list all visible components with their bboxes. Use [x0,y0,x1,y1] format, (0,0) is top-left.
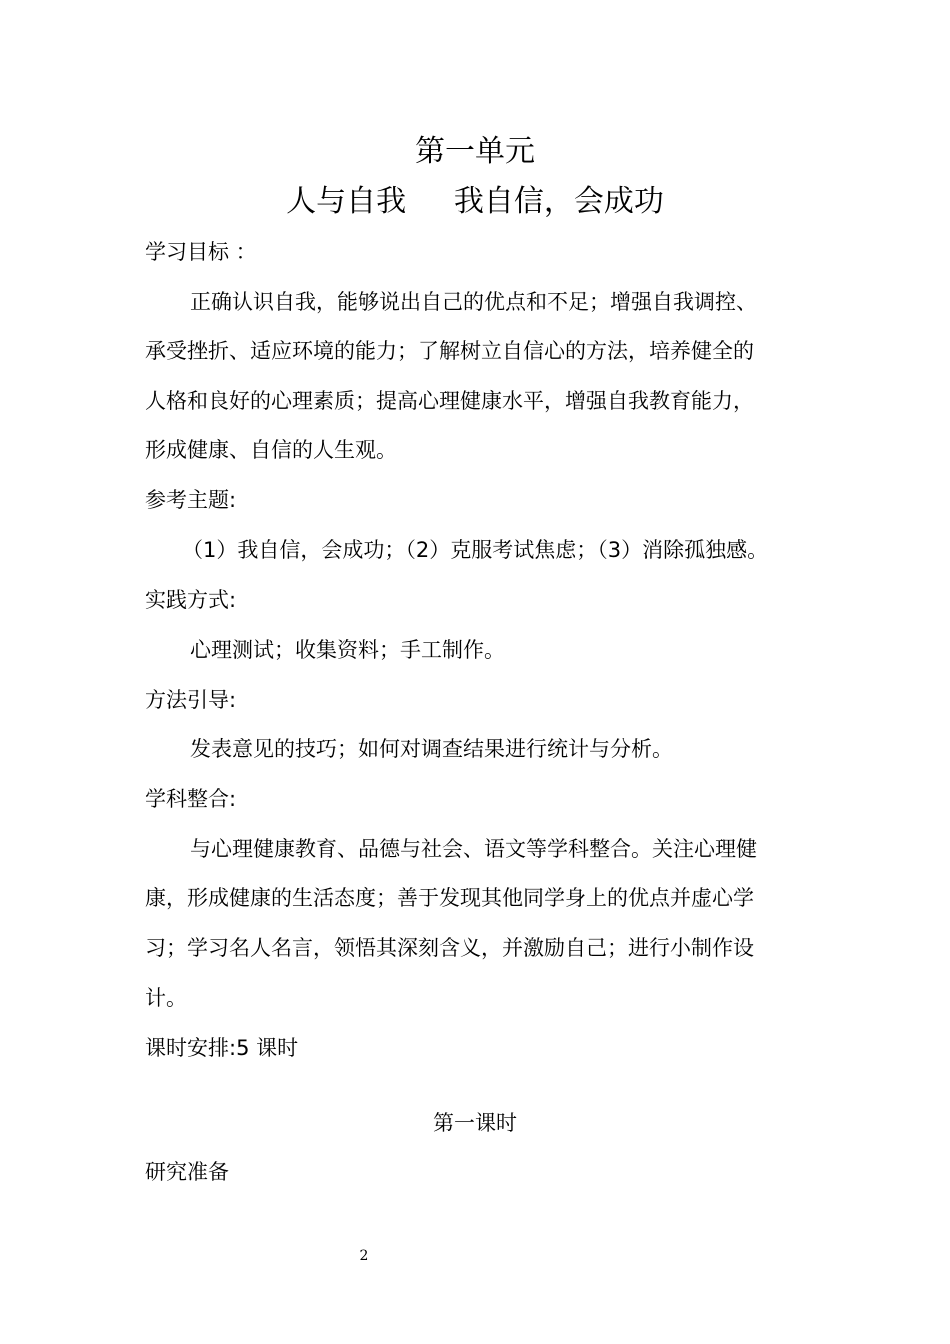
unit-title: 第一单元 [415,134,535,169]
research-heading: 研究准备 [145,1160,229,1184]
method-text: 发表意见的技巧；如何对调查结果进行统计与分析。 [190,737,673,761]
topics-heading: 参考主题: [145,488,237,512]
page-number: 2 [359,1248,369,1264]
method-heading: 方法引导: [145,688,237,712]
integration-line-3: 习；学习名人名言，领悟其深刻含义，并激励自己；进行小制作设 [145,936,754,960]
schedule: 课时安排:5 课时 [145,1036,299,1060]
integration-line-2: 康，形成健康的生活态度；善于发现其他同学身上的优点并虚心学 [145,886,754,910]
goals-line-1: 正确认识自我，能够说出自己的优点和不足；增强自我调控、 [190,290,757,314]
practice-heading: 实践方式: [145,588,237,612]
topics-text: （1）我自信，会成功；（2）克服考试焦虑；（3）消除孤独感。 [182,538,769,562]
integration-line-1: 与心理健康教育、品德与社会、语文等学科整合。关注心理健 [190,837,757,861]
goals-line-4: 形成健康、自信的人生观。 [145,438,397,462]
sub-title: 人与自我 我自信，会成功 [286,184,664,219]
integration-line-4: 计。 [145,986,187,1010]
lesson-title: 第一课时 [433,1111,517,1135]
goals-line-2: 承受挫折、适应环境的能力；了解树立自信心的方法，培养健全的 [145,339,754,363]
goals-heading: 学习目标 ： [145,240,257,264]
goals-line-3: 人格和良好的心理素质；提高心理健康水平，增强自我教育能力， [145,389,754,413]
integration-heading: 学科整合: [145,787,237,811]
practice-text: 心理测试；收集资料；手工制作。 [190,638,505,662]
